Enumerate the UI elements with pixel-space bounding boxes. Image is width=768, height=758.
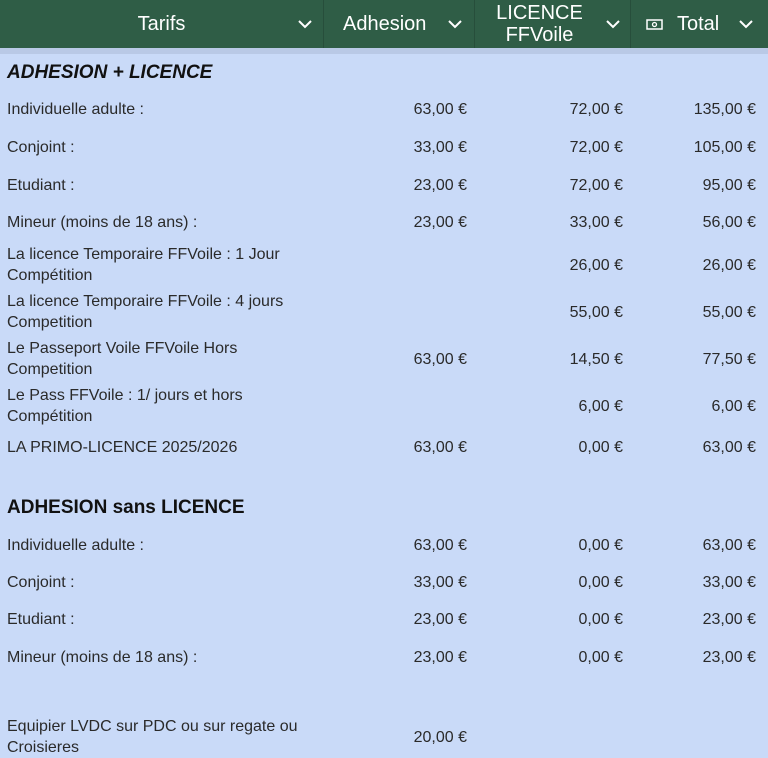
row-label: Mineur (moins de 18 ans) :: [7, 214, 198, 231]
table-row[interactable]: [0, 175, 768, 196]
row-label: Le Passeport Voile FFVoile Hors Competition: [7, 340, 238, 378]
licence-value: 0,00 €: [578, 611, 623, 628]
licence-value: 14,50 €: [569, 350, 623, 368]
total-value: 63,00 €: [702, 537, 756, 554]
adhesion-value: 20,00 €: [413, 728, 467, 746]
total-value: 95,00 €: [702, 177, 756, 194]
total-value: 55,00 €: [702, 303, 756, 321]
row-label: Conjoint :: [7, 574, 75, 591]
section-title: ADHESION + LICENCE: [7, 62, 213, 83]
total-value: 77,50 €: [702, 350, 756, 368]
adhesion-value: 23,00 €: [413, 649, 467, 666]
licence-value: 33,00 €: [569, 214, 623, 231]
table-row[interactable]: [0, 244, 768, 286]
table-row[interactable]: [0, 385, 768, 427]
total-value: 26,00 €: [702, 256, 756, 274]
adhesion-value: 23,00 €: [413, 214, 467, 231]
chevron-down-icon[interactable]: [737, 0, 755, 48]
table-row[interactable]: [0, 437, 768, 458]
total-value: 23,00 €: [702, 649, 756, 666]
column-header-label: LICENCE: [496, 2, 583, 24]
row-label: La licence Temporaire FFVoile : 4 jours Competition: [7, 293, 284, 331]
row-label: Individuelle adulte :: [7, 101, 144, 118]
adhesion-value: 33,00 €: [413, 574, 467, 591]
row-label: Conjoint :: [7, 139, 75, 156]
section-title: ADHESION sans LICENCE: [7, 497, 245, 518]
chevron-down-icon[interactable]: [296, 0, 314, 48]
row-label: Individuelle adulte :: [7, 537, 144, 554]
header-shadow: [0, 48, 768, 54]
licence-value: 0,00 €: [578, 537, 623, 554]
column-header-label: Total: [677, 13, 720, 35]
total-value: 135,00 €: [693, 101, 756, 118]
licence-value: 0,00 €: [578, 439, 623, 456]
licence-value: 6,00 €: [578, 397, 623, 415]
adhesion-value: 33,00 €: [413, 139, 467, 156]
table-row[interactable]: [0, 99, 768, 120]
total-value: 105,00 €: [693, 139, 756, 156]
table-row[interactable]: [0, 137, 768, 158]
column-header-label: FFVoile: [505, 24, 574, 46]
row-label: Le Pass FFVoile : 1/ jours et hors Compétition: [7, 387, 243, 425]
table-row[interactable]: [0, 338, 768, 380]
licence-value: 55,00 €: [569, 303, 623, 321]
adhesion-value: 63,00 €: [413, 537, 467, 554]
row-label: Mineur (moins de 18 ans) :: [7, 649, 198, 666]
column-header-adhesion[interactable]: [324, 0, 474, 48]
table-row[interactable]: [0, 647, 768, 668]
licence-value: 72,00 €: [569, 139, 623, 156]
column-header-total[interactable]: [631, 0, 768, 48]
licence-value: 72,00 €: [569, 101, 623, 118]
table-row[interactable]: [0, 535, 768, 556]
licence-value: 0,00 €: [578, 649, 623, 666]
chevron-down-icon[interactable]: [446, 0, 464, 48]
total-value: 63,00 €: [702, 439, 756, 456]
total-value: 6,00 €: [711, 397, 756, 415]
total-value: 23,00 €: [702, 611, 756, 628]
table-row[interactable]: [0, 572, 768, 593]
column-header-label: Adhesion: [343, 13, 427, 35]
table-row[interactable]: [0, 291, 768, 333]
adhesion-value: 63,00 €: [413, 101, 467, 118]
licence-value: 72,00 €: [569, 177, 623, 194]
chevron-down-icon[interactable]: [604, 0, 622, 48]
table-row[interactable]: [0, 212, 768, 233]
row-label: Equipier LVDC sur PDC ou sur regate ou Croisieres: [7, 718, 298, 756]
row-label: Etudiant :: [7, 177, 75, 194]
total-value: 33,00 €: [702, 574, 756, 591]
table-header: [0, 0, 768, 48]
cash-icon: [646, 19, 663, 30]
column-header-label: Tarifs: [137, 13, 186, 35]
adhesion-value: 23,00 €: [413, 177, 467, 194]
licence-value: 0,00 €: [578, 574, 623, 591]
column-header-licence[interactable]: [475, 0, 630, 48]
adhesion-value: 63,00 €: [413, 350, 467, 368]
licence-value: 26,00 €: [569, 256, 623, 274]
table-row[interactable]: [0, 716, 768, 758]
adhesion-value: 23,00 €: [413, 611, 467, 628]
row-label: La licence Temporaire FFVoile : 1 Jour Compétition: [7, 246, 280, 284]
column-header-tarifs[interactable]: [0, 0, 323, 48]
table-row[interactable]: [0, 609, 768, 630]
table-body: [0, 48, 768, 757]
row-label: Etudiant :: [7, 611, 75, 628]
total-value: 56,00 €: [702, 214, 756, 231]
adhesion-value: 63,00 €: [413, 439, 467, 456]
row-label: LA PRIMO-LICENCE 2025/2026: [7, 439, 238, 456]
